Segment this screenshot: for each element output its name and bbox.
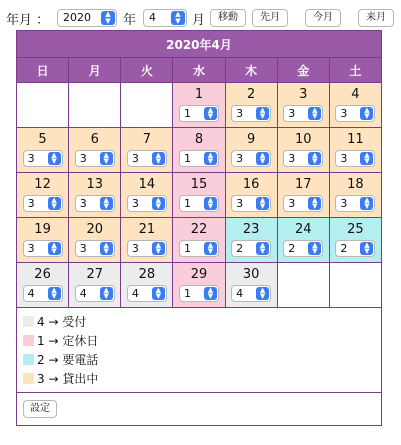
day-status-select[interactable]: [179, 150, 219, 167]
day-status-select[interactable]: [283, 195, 323, 212]
day-cell: [277, 218, 329, 263]
day-status-value: 3: [288, 107, 296, 120]
day-number: 19: [34, 222, 51, 237]
day-cell: [277, 128, 329, 173]
day-number: 20: [86, 222, 103, 237]
month-select[interactable]: [143, 9, 187, 27]
month-navigation-bar: [6, 6, 398, 30]
day-number: 24: [295, 222, 312, 237]
day-status-value: 3: [236, 197, 244, 210]
month-unit-label: 月: [192, 13, 206, 28]
chevron-updown-icon: ▲ ▼: [48, 287, 61, 300]
day-number: 22: [190, 222, 208, 237]
day-number: 27: [86, 267, 103, 282]
day-cell: [121, 128, 173, 173]
weekday-tue: 火: [121, 58, 173, 83]
day-cell: [121, 263, 173, 308]
day-number: 18: [347, 177, 364, 192]
day-status-value: 4: [236, 287, 244, 300]
day-status-value: 2: [288, 242, 296, 255]
legend-row: [17, 308, 382, 393]
day-status-select[interactable]: [283, 105, 323, 122]
chevron-updown-icon: ▲ ▼: [100, 197, 113, 210]
chevron-updown-icon: ▲ ▼: [171, 11, 185, 25]
day-status-select[interactable]: [335, 150, 375, 167]
day-status-value: 3: [27, 197, 35, 210]
day-status-value: 3: [131, 242, 139, 255]
chevron-updown-icon: ▲ ▼: [48, 242, 61, 255]
day-number: 7: [142, 132, 151, 147]
day-status-select[interactable]: [335, 195, 375, 212]
weekday-header-row: [17, 58, 382, 83]
legend-item: [23, 331, 375, 350]
legend-text: 2 → 要電話: [37, 353, 99, 367]
day-status-value: 3: [288, 197, 296, 210]
day-number: 21: [138, 222, 156, 237]
chevron-updown-icon: ▲ ▼: [256, 242, 269, 255]
chevron-updown-icon: ▲ ▼: [204, 107, 217, 120]
weekday-mon: 月: [69, 58, 121, 83]
chevron-updown-icon: ▲ ▼: [360, 242, 373, 255]
day-number: 16: [242, 177, 260, 192]
calendar-week-row: [17, 263, 382, 308]
year-select-value: 2020: [63, 11, 91, 24]
chevron-updown-icon: ▲ ▼: [256, 107, 269, 120]
day-status-value: 1: [183, 197, 191, 210]
day-status-select[interactable]: [335, 105, 375, 122]
day-status-select[interactable]: [283, 240, 323, 257]
day-status-value: 3: [340, 197, 348, 210]
year-month-label: 年月 ：: [6, 13, 50, 28]
day-cell: [277, 173, 329, 218]
day-cell: [277, 83, 329, 128]
day-number: 8: [194, 132, 204, 147]
day-status-select[interactable]: [231, 105, 271, 122]
day-status-select[interactable]: [75, 240, 115, 257]
day-number: 5: [38, 132, 47, 147]
day-status-select[interactable]: [127, 285, 167, 302]
empty-day-cell: [121, 83, 173, 128]
calendar-table: [16, 30, 382, 426]
day-number: 26: [34, 267, 51, 282]
empty-day-cell: [17, 83, 69, 128]
chevron-updown-icon: ▲ ▼: [256, 152, 269, 165]
chevron-updown-icon: ▲ ▼: [256, 197, 269, 210]
day-cell: [225, 263, 277, 308]
chevron-updown-icon: ▲ ▼: [152, 197, 165, 210]
day-status-value: 1: [183, 152, 191, 165]
legend: [17, 308, 382, 393]
chevron-updown-icon: ▲ ▼: [204, 242, 217, 255]
day-cell: [17, 218, 69, 263]
chevron-updown-icon: ▲ ▼: [308, 197, 321, 210]
day-cell: [225, 218, 277, 263]
day-status-select[interactable]: [127, 195, 167, 212]
day-number: 17: [295, 177, 312, 192]
day-number: 4: [351, 87, 360, 102]
day-status-value: 3: [236, 152, 244, 165]
month-select-value: 4: [149, 11, 156, 24]
day-number: 14: [138, 177, 156, 192]
legend-swatch: [23, 316, 34, 327]
legend-text: 3 → 貸出中: [37, 372, 99, 386]
day-status-select[interactable]: [23, 195, 63, 212]
chevron-updown-icon: ▲ ▼: [48, 197, 61, 210]
chevron-updown-icon: ▲ ▼: [204, 287, 217, 300]
day-number: 30: [242, 267, 260, 282]
footer: [17, 393, 382, 426]
day-cell: [225, 173, 277, 218]
day-status-select[interactable]: [231, 285, 271, 302]
day-number: 1: [194, 87, 204, 102]
day-status-select[interactable]: [179, 195, 219, 212]
chevron-updown-icon: ▲ ▼: [308, 107, 321, 120]
day-number: 11: [347, 132, 364, 147]
day-status-value: 4: [131, 287, 139, 300]
weekday-sat: 土: [329, 58, 381, 83]
chevron-updown-icon: ▲ ▼: [256, 287, 269, 300]
day-status-select[interactable]: [23, 285, 63, 302]
day-status-value: 3: [79, 197, 87, 210]
empty-day-cell: [277, 263, 329, 308]
day-status-select[interactable]: [75, 195, 115, 212]
legend-item: [23, 312, 375, 331]
day-status-select[interactable]: [335, 240, 375, 257]
weekday-wed: 水: [173, 58, 225, 83]
day-cell: [225, 83, 277, 128]
day-cell: [69, 218, 121, 263]
day-status-value: 3: [288, 152, 296, 165]
day-cell: [173, 218, 225, 263]
chevron-updown-icon: ▲ ▼: [152, 152, 165, 165]
day-number: 9: [246, 132, 256, 147]
year-unit-label: 年: [123, 13, 137, 28]
chevron-updown-icon: ▲ ▼: [204, 197, 217, 210]
empty-day-cell: [69, 83, 121, 128]
calendar-week-row: [17, 83, 382, 128]
day-status-value: 3: [79, 242, 87, 255]
day-status-select[interactable]: [75, 285, 115, 302]
chevron-updown-icon: ▲ ▼: [152, 242, 165, 255]
day-status-value: 4: [27, 287, 35, 300]
prev-month-button[interactable]: 先月: [252, 9, 288, 27]
chevron-updown-icon: ▲ ▼: [101, 11, 115, 25]
day-status-select[interactable]: [179, 285, 219, 302]
day-cell: [17, 128, 69, 173]
day-number: 23: [242, 222, 260, 237]
this-month-button[interactable]: 今月: [305, 9, 341, 27]
day-status-value: 2: [340, 242, 348, 255]
day-cell: [173, 173, 225, 218]
next-month-button[interactable]: 来月: [358, 9, 394, 27]
set-button[interactable]: 設定: [23, 400, 57, 418]
chevron-updown-icon: ▲ ▼: [100, 242, 113, 255]
weekday-thu: 木: [225, 58, 277, 83]
day-number: 25: [347, 222, 364, 237]
day-status-value: 3: [340, 152, 348, 165]
legend-swatch: [23, 335, 34, 346]
day-status-select[interactable]: [231, 150, 271, 167]
day-cell: [17, 263, 69, 308]
chevron-updown-icon: ▲ ▼: [100, 152, 113, 165]
day-number: 12: [34, 177, 51, 192]
weekday-fri: 金: [277, 58, 329, 83]
empty-day-cell: [329, 263, 381, 308]
day-cell: [329, 128, 381, 173]
day-cell: [329, 83, 381, 128]
chevron-updown-icon: ▲ ▼: [100, 287, 113, 300]
calendar-title: 2020年4月: [17, 31, 382, 58]
day-status-value: 3: [27, 242, 35, 255]
day-cell: [173, 263, 225, 308]
legend-swatch: [23, 354, 34, 365]
day-status-value: 3: [27, 152, 35, 165]
day-cell: [329, 173, 381, 218]
calendar-week-row: [17, 218, 382, 263]
chevron-updown-icon: ▲ ▼: [48, 152, 61, 165]
calendar-week-row: [17, 128, 382, 173]
day-cell: [173, 128, 225, 173]
day-number: 10: [295, 132, 312, 147]
day-status-select[interactable]: [23, 150, 63, 167]
day-number: 29: [190, 267, 208, 282]
chevron-updown-icon: ▲ ▼: [308, 242, 321, 255]
day-status-select[interactable]: [231, 240, 271, 257]
day-status-value: 2: [236, 242, 244, 255]
chevron-updown-icon: ▲ ▼: [360, 152, 373, 165]
day-status-select[interactable]: [127, 240, 167, 257]
day-cell: [69, 128, 121, 173]
day-status-select[interactable]: [75, 150, 115, 167]
year-select[interactable]: [57, 9, 117, 27]
day-cell: [121, 218, 173, 263]
day-number: 2: [246, 87, 256, 102]
chevron-updown-icon: ▲ ▼: [360, 107, 373, 120]
chevron-updown-icon: ▲ ▼: [308, 152, 321, 165]
legend-text: 4 → 受付: [37, 315, 87, 329]
day-status-value: 1: [183, 242, 191, 255]
calendar-week-row: [17, 173, 382, 218]
day-status-value: 3: [131, 197, 139, 210]
day-number: 28: [138, 267, 156, 282]
day-status-select[interactable]: [179, 240, 219, 257]
move-button[interactable]: 移動: [210, 9, 246, 27]
day-status-select[interactable]: [283, 150, 323, 167]
chevron-updown-icon: ▲ ▼: [360, 197, 373, 210]
day-status-value: 4: [79, 287, 87, 300]
footer-row: [17, 393, 382, 426]
legend-item: [23, 369, 375, 388]
day-status-select[interactable]: [231, 195, 271, 212]
chevron-updown-icon: ▲ ▼: [152, 287, 165, 300]
day-cell: [69, 263, 121, 308]
day-cell: [17, 173, 69, 218]
day-status-value: 1: [183, 107, 191, 120]
day-number: 3: [299, 87, 308, 102]
day-cell: [225, 128, 277, 173]
day-status-value: 3: [236, 107, 244, 120]
day-cell: [121, 173, 173, 218]
day-status-value: 3: [340, 107, 348, 120]
calendar-weeks: [17, 83, 382, 308]
day-status-select[interactable]: [179, 105, 219, 122]
day-status-select[interactable]: [23, 240, 63, 257]
legend-item: [23, 350, 375, 369]
day-cell: [69, 173, 121, 218]
day-cell: [173, 83, 225, 128]
legend-text: 1 → 定休日: [37, 334, 99, 348]
day-number: 13: [86, 177, 103, 192]
day-status-value: 3: [131, 152, 139, 165]
chevron-updown-icon: ▲ ▼: [204, 152, 217, 165]
legend-swatch: [23, 373, 34, 384]
day-number: 15: [190, 177, 208, 192]
weekday-sun: 日: [17, 58, 69, 83]
day-status-value: 1: [183, 287, 191, 300]
day-number: 6: [90, 132, 99, 147]
day-status-value: 3: [79, 152, 87, 165]
day-status-select[interactable]: [127, 150, 167, 167]
day-cell: [329, 218, 381, 263]
